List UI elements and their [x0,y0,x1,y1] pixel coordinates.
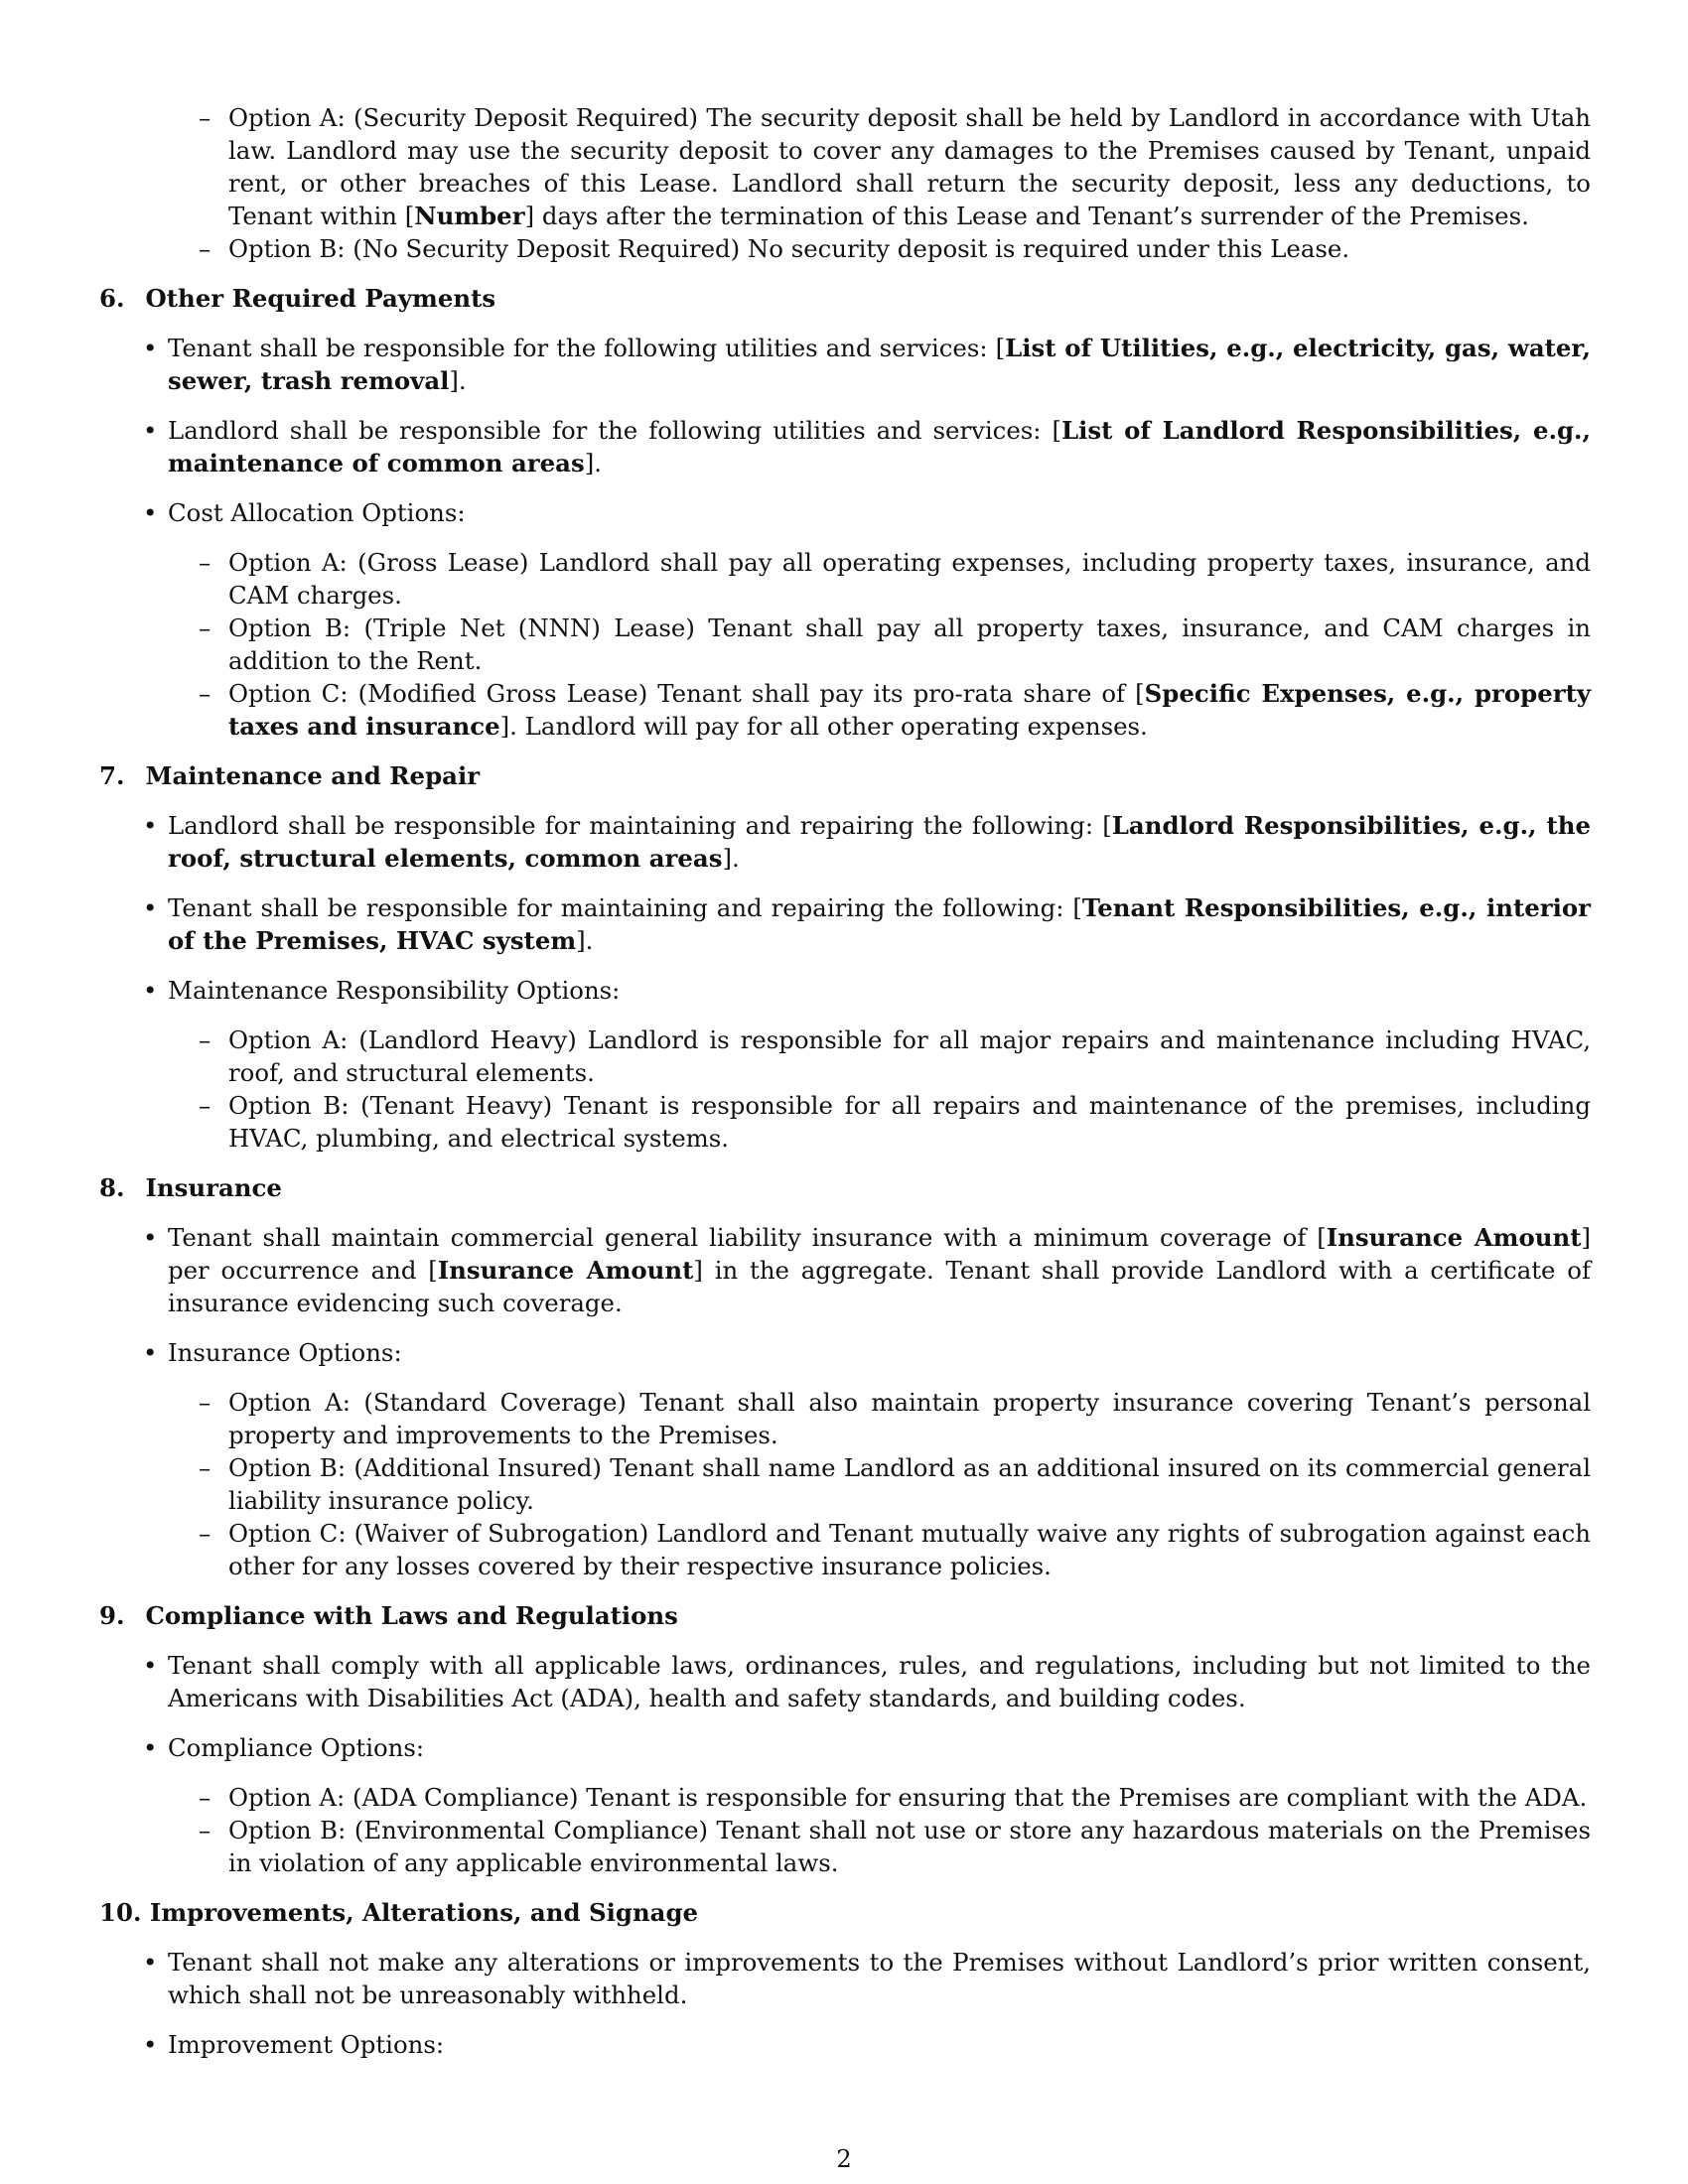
dash-marker: – [199,614,211,642]
lease-sections [99,282,1591,2061]
bullet-list [99,809,1591,1155]
option-item [99,1517,1591,1582]
option-item [99,101,1591,232]
text-run: Option B: (Environmental Compliance) Tenant shall not use or store any hazardous materials on the Premises in violation of any applicable environmental laws. [228,1816,1591,1877]
section-heading [99,282,1591,315]
bullet-marker: • [143,2030,158,2059]
bullet-marker: • [143,416,158,445]
placeholder-field: Insurance Amount [1326,1223,1582,1252]
section-heading [99,1896,1591,1929]
section-number: 9. [99,1601,125,1630]
text-run: Insurance Options: [168,1338,402,1367]
bullet-item [99,1731,1591,1764]
bullet-item [99,1336,1591,1369]
option-item [99,677,1591,743]
text-run: Option B: (Tenant Heavy) Tenant is responsible for all repairs and maintenance of the premises, including HVAC, plumbing, and electrical systems. [228,1091,1591,1153]
dash-marker: – [199,234,211,263]
text-run: Option A: (Gross Lease) Landlord shall pay all operating expenses, including property taxes, insurance, and CAM charges. [228,548,1591,610]
document-page [99,101,1591,2061]
section-6 [99,282,1591,743]
dash-marker: – [199,1783,211,1812]
bullet-list [99,332,1591,743]
page-number: 2 [836,2144,852,2173]
option-list [99,1386,1591,1582]
option-item [99,612,1591,677]
option-item [99,232,1591,265]
bullet-marker: • [143,1733,158,1762]
section-title: Compliance with Laws and Regulations [137,1601,678,1630]
bullet-list [99,1649,1591,1879]
dash-marker: – [199,1519,211,1548]
placeholder-field: Tenant Responsibilities, e.g., interior of the Premises, HVAC system [168,893,1591,955]
text-run: ]. [449,366,467,395]
option-list [99,1024,1591,1155]
text-run: ] in the aggregate. Tenant shall provide Landlord with a certificate of insurance evidencing such coverage. [168,1256,1591,1317]
option-item [99,546,1591,612]
bullet-item [99,974,1591,1007]
option-item [99,1024,1591,1089]
text-run: Option C: (Modified Gross Lease) Tenant shall pay its pro-rata share of [ [228,679,1145,708]
bullet-marker: • [143,811,158,840]
bullet-item [99,891,1591,957]
bullet-marker: • [143,976,158,1005]
text-run: Landlord shall be responsible for the following utilities and services: [ [168,416,1062,445]
bullet-item [99,1946,1591,2011]
text-run: Tenant shall not make any alterations or improvements to the Premises without Landlord’s prior written consent, which shall not be unreasonably withheld. [168,1948,1591,2009]
security-deposit-options [99,101,1591,265]
bullet-marker: • [143,1948,158,1977]
placeholder-field: Insurance Amount [437,1256,694,1285]
dash-marker: – [199,1816,211,1844]
section-7 [99,759,1591,1155]
text-run: Tenant shall maintain commercial general liability insurance with a minimum coverage of [ [168,1223,1327,1252]
placeholder-field: List of Landlord Responsibilities, e.g., maintenance of common areas [168,416,1591,478]
text-run: Maintenance Responsibility Options: [168,976,621,1005]
option-item [99,1089,1591,1155]
bullet-item [99,2028,1591,2061]
bullet-list [99,1221,1591,1582]
dash-marker: – [199,1091,211,1120]
section-heading [99,1171,1591,1204]
bullet-item [99,332,1591,397]
option-list [99,546,1591,743]
text-run: Option A: (Standard Coverage) Tenant shall also maintain property insurance covering Tenant’s personal property and improvements to the Premises. [228,1388,1591,1449]
bullet-marker: • [143,1338,158,1367]
text-run: ]. Landlord will pay for all other operating expenses. [499,712,1148,741]
placeholder-field: Specific Expenses, e.g., property taxes and insurance [228,679,1592,741]
text-run: ]. [576,926,594,955]
text-run: Tenant shall comply with all applicable laws, ordinances, rules, and regulations, including but not limited to the Americans with Disabilities Act (ADA), health and safety standards, and building codes. [168,1651,1591,1712]
bullet-marker: • [143,498,158,527]
option-item [99,1781,1591,1814]
text-run: Option B: (No Security Deposit Required) No security deposit is required under this Lease. [228,234,1350,263]
bullet-marker: • [143,1651,158,1680]
text-run: ]. [722,844,740,873]
text-run: Option C: (Waiver of Subrogation) Landlord and Tenant mutually waive any rights of subrogation against each other for any losses covered by their respective insurance policies. [228,1519,1591,1580]
dash-marker: – [199,1025,211,1054]
section-number: 8. [99,1173,125,1202]
dash-marker: – [199,103,211,132]
bullet-item [99,1221,1591,1319]
text-run: ] days after the termination of this Lease and Tenant’s surrender of the Premises. [524,202,1529,230]
text-run: Compliance Options: [168,1733,425,1762]
text-run: Landlord shall be responsible for maintaining and repairing the following: [ [168,811,1112,840]
dash-marker: – [199,1388,211,1417]
text-run: Option B: (Triple Net (NNN) Lease) Tenant shall pay all property taxes, insurance, and CAM charges in addition to the Rent. [228,614,1591,675]
text-run: Tenant shall be responsible for the following utilities and services: [ [168,334,1006,362]
section-8 [99,1171,1591,1582]
section-title: Improvements, Alterations, and Signage [141,1898,699,1927]
bullet-item [99,809,1591,875]
bullet-list [99,1946,1591,2061]
section-number: 6. [99,284,125,313]
section-heading [99,759,1591,792]
option-item [99,1814,1591,1879]
dash-marker: – [199,548,211,577]
section-number: 7. [99,761,125,790]
text-run: Option A: (ADA Compliance) Tenant is responsible for ensuring that the Premises are compliant with the ADA. [228,1783,1588,1812]
text-run: ]. [584,449,602,478]
placeholder-field: List of Utilities, e.g., electricity, gas, water, sewer, trash removal [168,334,1591,395]
section-10 [99,1896,1591,2061]
option-item [99,1386,1591,1451]
section-9 [99,1599,1591,1879]
text-run: Option A: (Security Deposit Required) The security deposit shall be held by Landlord in accordance with Utah law. Landlord may use the security deposit to cover any damages to the Premises caused by Tenant, unpaid rent, or other breaches of this Lease. Landlord shall return the security deposit, less any deductions, to Tenant within [ [228,103,1591,230]
text-run: Improvement Options: [168,2030,445,2059]
bullet-marker: • [143,1223,158,1252]
section-title: Insurance [137,1173,282,1202]
section-title: Other Required Payments [137,284,496,313]
option-list [99,1781,1591,1879]
section-title: Maintenance and Repair [137,761,481,790]
text-run: Cost Allocation Options: [168,498,466,527]
bullet-marker: • [143,893,158,922]
section-heading [99,1599,1591,1632]
text-run: Tenant shall be responsible for maintaining and repairing the following: [ [168,893,1082,922]
dash-marker: – [199,1453,211,1482]
option-item [99,1451,1591,1517]
bullet-item [99,1649,1591,1714]
placeholder-field: Number [414,202,525,230]
bullet-item [99,496,1591,529]
bullet-marker: • [143,334,158,362]
section-number: 10. [99,1898,142,1927]
bullet-item [99,414,1591,479]
placeholder-field: Landlord Responsibilities, e.g., the roof, structural elements, common areas [168,811,1591,873]
text-run: Option B: (Additional Insured) Tenant shall name Landlord as an additional insured on its commercial general liability insurance policy. [228,1453,1591,1515]
text-run: Option A: (Landlord Heavy) Landlord is responsible for all major repairs and maintenance including HVAC, roof, and structural elements. [228,1025,1591,1087]
dash-marker: – [199,679,211,708]
text-run: ] per occurrence and [ [168,1223,1592,1285]
